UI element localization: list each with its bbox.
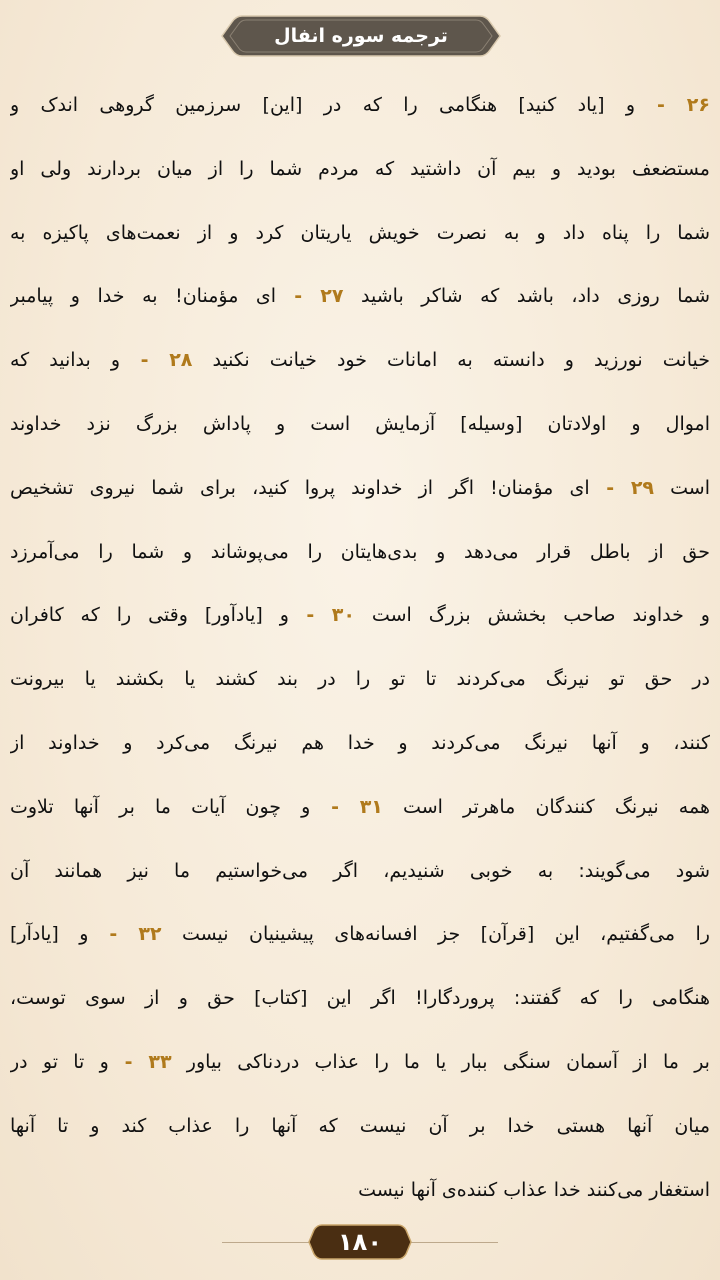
verse-text: همه نیرنگ کنندگان ماهرتر است: [382, 795, 710, 818]
text-line: [10, 1095, 710, 1159]
verse-number: ۳۳ -: [108, 1050, 172, 1073]
text-line: [10, 584, 710, 648]
verse-number: ۲۷ -: [276, 285, 344, 308]
text-line: [10, 457, 710, 521]
text-line: [10, 265, 710, 329]
verse-text: خیانت نورزید و دانسته به امانات خود خیانت نکنید: [192, 349, 710, 372]
footer-divider-left: [222, 1242, 314, 1243]
verse-text: میان آنها هستی خدا بر آن نیست که آنها را عذاب کند و تا آنها: [10, 1114, 710, 1137]
translation-text: [10, 74, 710, 1222]
verse-text: بر ما از آسمان سنگی ببار یا ما را عذاب دردناکی بیاور: [171, 1050, 710, 1073]
text-line: [10, 202, 710, 266]
text-line: [10, 967, 710, 1031]
text-line: [10, 903, 710, 967]
verse-text: و چون آیات ما بر آنها تلاوت: [10, 795, 311, 818]
verse-text: و خداوند صاحب بخشش بزرگ است: [355, 604, 710, 627]
verse-text: شما روزی داد، باشد که شاکر باشید: [343, 285, 710, 308]
text-line: [10, 393, 710, 457]
text-line: [10, 648, 710, 712]
verse-number: ۲۶ -: [635, 94, 710, 116]
verse-text: اموال و اولادتان [وسیله] آزمایش است و پاداش بزرگ نزد خداوند: [10, 412, 710, 435]
title-banner: [220, 14, 502, 58]
footer-divider-right: [406, 1242, 498, 1243]
verse-text: هنگامی را که گفتند: پروردگارا! اگر این [کتاب] حق و از سوی توست،: [10, 987, 710, 1010]
text-line: [10, 712, 710, 776]
verse-text: حق از باطل قرار می‌دهد و بدی‌هایتان را می‌پوشاند و شما را می‌آمرزد: [10, 540, 710, 563]
verse-text: ای مؤمنان! به خدا و پیامبر: [10, 285, 277, 308]
verse-text: مستضعف بودید و بیم آن داشتید که مردم شما را از میان بردارند ولی او: [10, 157, 710, 180]
verse-text: ای مؤمنان! اگر از خداوند پروا کنید، برای شما نیروی تشخیص: [10, 476, 590, 499]
text-line: [10, 329, 710, 393]
verse-text: شود می‌گویند: به خوبی شنیدیم، اگر می‌خواستیم ما نیز همانند آن: [10, 859, 710, 882]
verse-text: و [یادآر]: [10, 923, 89, 946]
text-line: [10, 521, 710, 585]
verse-text: کنند، و آنها نیرنگ می‌کردند و خدا هم نیرنگ می‌کرد و خداوند از: [10, 731, 710, 754]
text-line: [10, 1031, 710, 1095]
text-line: [10, 840, 710, 904]
verse-number: ۲۸ -: [120, 349, 193, 372]
verse-number: ۳۰ -: [288, 604, 355, 627]
text-line: [10, 1159, 710, 1223]
text-line: [10, 74, 710, 138]
verse-text: و تا تو در: [10, 1050, 109, 1073]
verse-text: و [یادآور] وقتی را که کافران: [10, 604, 289, 627]
page-number-badge: [308, 1224, 412, 1260]
page-number: ۱۸۰: [338, 1228, 382, 1256]
text-line: [10, 138, 710, 202]
verse-text: را می‌گفتیم، این [قرآن] جز افسانه‌های پیشینیان نیست: [161, 923, 710, 946]
verse-number: ۳۲ -: [88, 923, 162, 946]
verse-text: و بدانید که: [10, 349, 121, 372]
page-footer: [0, 1222, 720, 1262]
verse-text: و [یاد کنید] هنگامی را که در [این] سرزمین گروهی اندک و: [10, 94, 636, 116]
verse-text: در حق تو نیرنگ می‌کردند تا تو را در بند کشند یا بکشند یا بیرونت: [10, 668, 710, 691]
verse-number: ۳۱ -: [310, 795, 383, 818]
text-line: [10, 776, 710, 840]
verse-text: استغفار می‌کنند خدا عذاب کننده‌ی آنها نیست: [358, 1178, 710, 1201]
verse-number: ۲۹ -: [589, 476, 655, 499]
page-title: ترجمه سوره انفال: [274, 25, 448, 47]
verse-text: است: [654, 476, 710, 499]
verse-text: شما را پناه داد و به نصرت خویش یاریتان کرد و از نعمت‌های پاکیزه به: [10, 221, 710, 244]
